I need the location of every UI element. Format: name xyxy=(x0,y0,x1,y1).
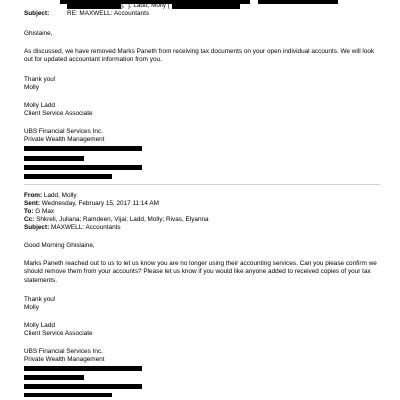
reply-sig-title: Client Service Associate xyxy=(24,110,93,117)
redaction-bar xyxy=(67,4,121,9)
header-cc-fragment: ]; xyxy=(121,2,125,9)
original-subject-value: MAXWELL: Accountants xyxy=(51,224,121,231)
original-greeting: Good Morning Ghislaine, xyxy=(24,242,95,249)
redaction-bar xyxy=(24,156,84,161)
original-subject-label: Subject: xyxy=(24,224,50,231)
redaction-bar xyxy=(24,165,142,170)
redaction-bar xyxy=(24,366,142,371)
message-divider xyxy=(24,184,380,185)
reply-greeting: Ghislaine, xyxy=(24,30,53,37)
redaction-bar xyxy=(172,4,240,9)
reply-thanks: Thank you! xyxy=(24,76,56,83)
reply-sig-dept: Private Wealth Management xyxy=(24,136,105,143)
original-sig-dept: Private Wealth Management xyxy=(24,356,105,363)
redaction-bar xyxy=(24,146,142,151)
original-body: Marks Paneth reached out to us to let us know you are no longer using their accounting services. Can you please confirm we should remove them from your accounts? Please let us know if you would like anyone added to received copies of your tax statements. xyxy=(24,260,377,284)
header-cc-fragment: ]; Ladd, Molly [ xyxy=(128,2,170,9)
reply-sign: Molly xyxy=(24,84,39,91)
redaction-bar xyxy=(24,393,112,397)
from-value: Ladd, Molly xyxy=(43,192,77,199)
to-label: To: xyxy=(24,208,34,215)
cc-label: Cc: xyxy=(24,216,35,223)
original-sig-name: Molly Ladd xyxy=(24,322,55,329)
redaction-bar xyxy=(24,375,84,380)
sent-label: Sent: xyxy=(24,200,40,207)
original-sign: Molly xyxy=(24,304,39,311)
sent-value: Wednesday, February 15, 2017 11:14 AM xyxy=(41,200,159,207)
reply-sig-company: UBS Financial Services Inc. xyxy=(24,128,103,135)
reply-body: As discussed, we have removed Marks Paneth from receiving tax documents on your open individual accounts. We will look out for updated accountant information from you. xyxy=(24,48,375,64)
original-sig-company: UBS Financial Services Inc. xyxy=(24,348,103,355)
from-label: From: xyxy=(24,192,43,199)
to-value: G Max xyxy=(35,208,55,215)
original-sig-title: Client Service Associate xyxy=(24,330,93,337)
redaction-bar xyxy=(24,174,112,179)
redaction-bar xyxy=(24,384,142,389)
reply-sig-name: Molly Ladd xyxy=(24,102,55,109)
redaction-bar xyxy=(258,0,338,4)
cc-value: Shkreli, Juliana; Ramdeen, Vijai; Ladd, Molly; Rivas, Elyanna xyxy=(36,216,209,223)
original-thanks: Thank you! xyxy=(24,296,56,303)
subject-label: Subject: xyxy=(24,10,50,17)
subject-value: RE: MAXWELL: Accountants xyxy=(67,10,150,17)
subject-row xyxy=(24,224,121,232)
